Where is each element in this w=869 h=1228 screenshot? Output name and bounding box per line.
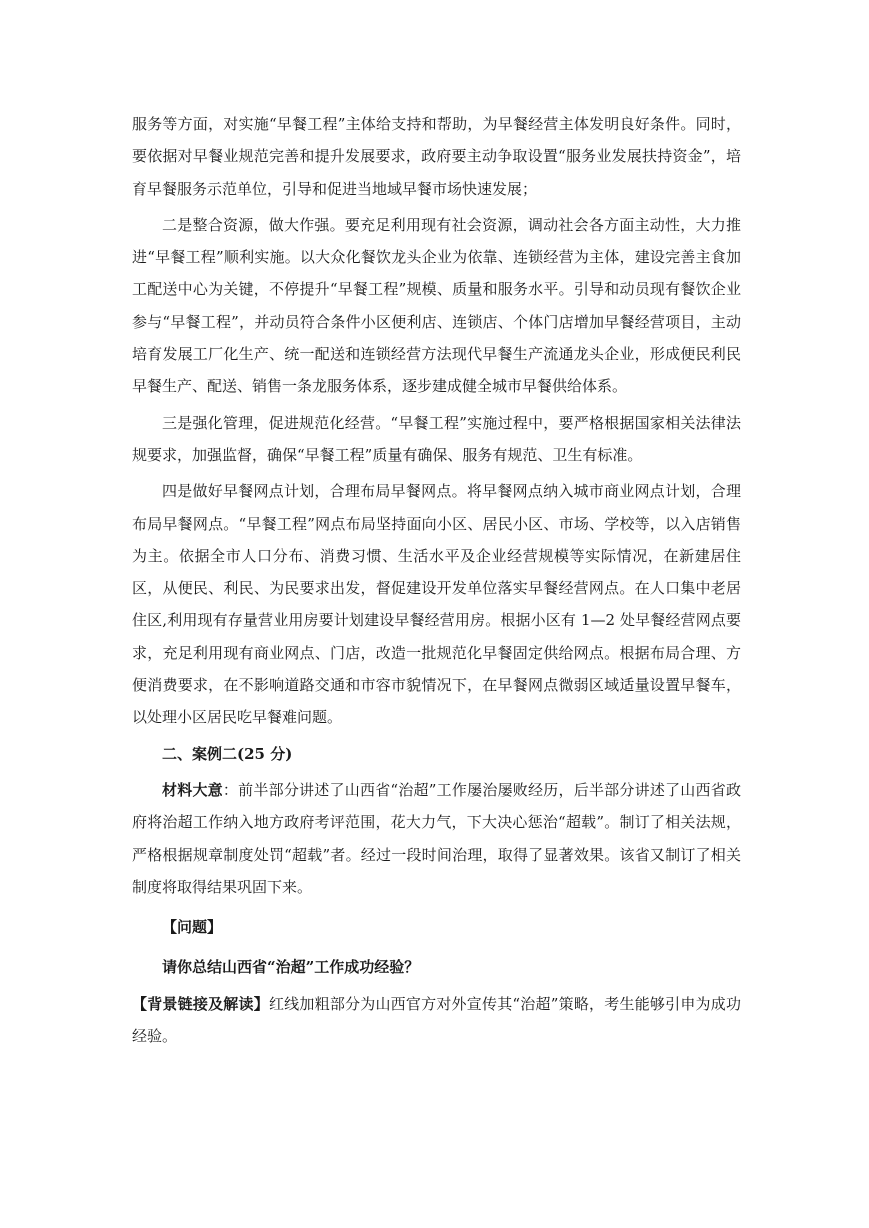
background-label: 【背景链接及解读】 bbox=[132, 994, 269, 1013]
body-paragraph-network-planning: 四是做好早餐网点计划，合理布局早餐网点。将早餐网点纳入城市商业网点计划，合理布局早餐网点。“早餐工程”网点布局坚持面向小区、居民小区、市场、学校等，以入店销售为主。依据全市人口分布、消费习惯、生活水平及企业经营规模等实际情况，在新建居住区，从便民、利民、为民要求出发，督促建设开发单位落实早餐经营网点。在人口集中老居住区,利用现有存量营业用房要计划建设早餐经营用房。根据小区有 1—2 处早餐经营网点要求，充足利用现有商业网点、门店，改造一批规范化早餐固定供给网点。根据布局合理、方便消费要求，在不影响道路交通和市容市貌情况下，在早餐网点微弱区域适量设置早餐车，以处理小区居民吃早餐难问题。 bbox=[132, 482, 741, 727]
material-text: ：前半部分讲述了山西省“治超”工作屡治屡败经历，后半部分讲述了山西省政府将治超工作纳入地方政府考评范围，花大力气，下大决心惩治“超载”。制订了相关法规，严格根据规章制度处罚“超载”者。经过一段时间治理，取得了显著效果。该省又制订了相关制度将取得结果巩固下来。 bbox=[132, 780, 741, 896]
body-paragraph-integrate-resources: 二是整合资源，做大作强。要充足利用现有社会资源，调动社会各方面主动性，大力推进“早餐工程”顺利实施。以大众化餐饮龙头企业为依靠、连锁经营为主体，建设完善主食加工配送中心为关键，不停提升“早餐工程”规模、质量和服务水平。引导和动员现有餐饮企业参与“早餐工程”，并动员符合条件小区便利店、连锁店、个体门店增加早餐经营项目，主动培育发展工厂化生产、统一配送和连锁经营方法现代早餐生产流通龙头企业，形成便民利民早餐生产、配送、销售一条龙服务体系，逐步建成健全城市早餐供给体系。 bbox=[132, 215, 741, 396]
body-paragraph-strengthen-management: 三是强化管理，促进规范化经营。“早餐工程”实施过程中，要严格根据国家相关法律法规要求，加强监督，确保“早餐工程”质量有确保、服务有规范、卫生有标准。 bbox=[132, 413, 741, 464]
background-interpretation bbox=[132, 988, 741, 1053]
material-summary bbox=[132, 774, 741, 903]
section-heading: 二、案例二(25 分) bbox=[162, 744, 293, 763]
material-label: 材料大意 bbox=[162, 780, 223, 799]
question-label: 【问题】 bbox=[162, 918, 223, 937]
background-text: 红线加粗部分为山西官方对外宣传其“治超”策略，考生能够引申为成功经验。 bbox=[132, 994, 741, 1046]
question-text: 请你总结山西省“治超”工作成功经验？ bbox=[162, 958, 420, 977]
body-paragraph-continued: 服务等方面，对实施“早餐工程”主体给支持和帮助，为早餐经营主体发明良好条件。同时，要依据对早餐业规范完善和提升发展要求，政府要主动争取设置“服务业发展扶持资金”，培育早餐服务示范单位，引导和促进当地域早餐市场快速发展； bbox=[132, 115, 741, 198]
